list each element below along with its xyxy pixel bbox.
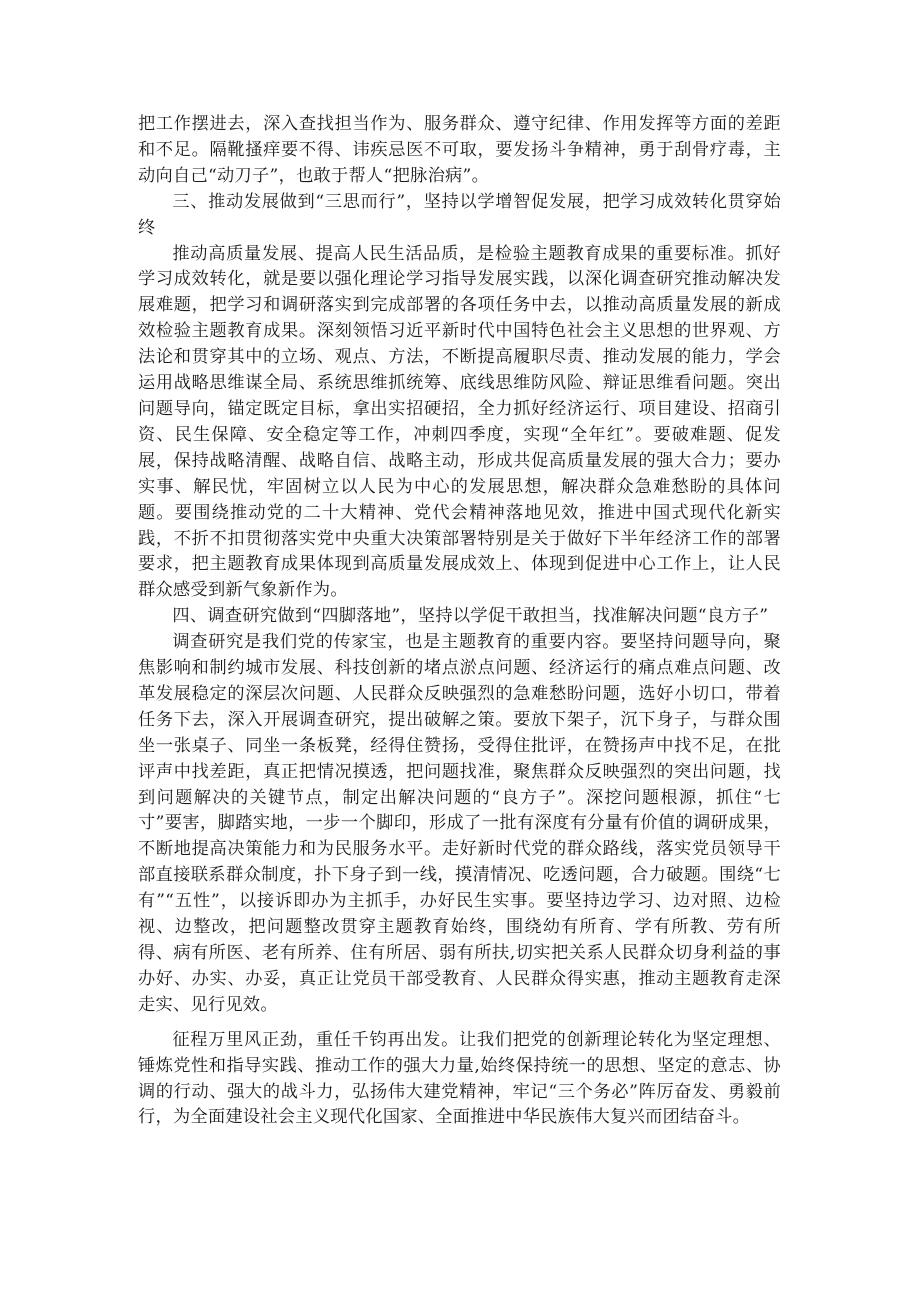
paragraph-section-4: 调查研究是我们党的传家宝，也是主题教育的重要内容。要坚持问题导向，聚焦影响和制约城市发展、科技创新的堵点淤点问题、经济运行的痛点难点问题、改革发展稳定的深层次问题、人民群众反映强烈的急难愁盼问题，选好小切口，带着任务下去，深入开展调查研究，提出破解之策。要放下架子，沉下身子，与群众围坐一张桌子、同坐一条板凳，经得住赞扬，受得住批评，在赞扬声中找不足，在批评声中找差距，真正把情况摸透，把问题找准，聚焦群众反映强烈的突出问题，找到问题解决的关键节点，制定出解决问题的“良方子”。深挖问题根源，抓住“七寸”要害，脚踏实地，一步一个脚印，形成了一批有深度有分量有价值的调研成果，不断地提高决策能力和为民服务水平。走好新时代党的群众路线，落实党员领导干部直接联系群众制度，扑下身子到一线，摸清情况、吃透问题，合力破题。围绕“七有”“五性”，以接诉即办为主抓手，办好民生实事。要坚持边学习、边对照、边检视、边整改，把问题整改贯穿主题教育始终，围绕幼有所育、学有所教、劳有所得、病有所医、老有所养、住有所居、弱有所扶,切实把关系人民群众切身利益的事办好、办实、办妥，真正让党员干部受教育、人民群众得实惠，推动主题教育走深走实、见行见效。 — [138, 632, 781, 1015]
paragraph-continued: 把工作摆进去，深入查找担当作为、服务群众、遵守纪律、作用发挥等方面的差距和不足。隔靴搔痒要不得、讳疾忌医不可取，要发扬斗争精神，勇于刮骨疗毒，主动向自己“动刀子”，也敢于帮人“把脉治病”。 — [138, 114, 781, 186]
section-heading-3: 三、推动发展做到“三思而行”，坚持以学增智促发展，把学习成效转化贯穿始终 — [138, 191, 781, 238]
paragraph-section-3: 推动高质量发展、提高人民生活品质，是检验主题教育成果的重要标准。抓好学习成效转化，就是要以强化理论学习指导发展实践，以深化调查研究推动解决发展难题，把学习和调研落实到完成部署的各项任务中去，以推动高质量发展的新成效检验主题教育成果。深刻领悟习近平新时代中国特色社会主义思想的世界观、方法论和贯穿其中的立场、观点、方法，不断提高履职尽责、推动发展的能力，学会运用战略思维谋全局、系统思维抓统筹、底线思维防风险、辩证思维看问题。突出问题导向，锚定既定目标，拿出实招硬招，全力抓好经济运行、项目建设、招商引资、民生保障、安全稳定等工作，冲刺四季度，实现“全年红”。要破难题、促发展，保持战略清醒、战略自信、战略主动，形成共促高质量发展的强大合力；要办实事、解民忧，牢固树立以人民为中心的发展思想，解决群众急难愁盼的具体问题。要围绕推动党的二十大精神、党代会精神落地见效，推进中国式现代化新实践，不折不扣贯彻落实党中央重大决策部署特别是关于做好下半年经济工作的部署要求，把主题教育成果体现到高质量发展成效上、体现到促进中心工作上，让人民群众感受到新气象新作为。 — [138, 243, 781, 601]
paragraph-conclusion: 征程万里风正劲，重任千钧再出发。让我们把党的创新理论转化为坚定理想、锤炼党性和指导实践、推动工作的强大力量,始终保持统一的思想、坚定的意志、协调的行动、强大的战斗力，弘扬伟大建党精神，牢记“三个务必”阵厉奋发、勇毅前行，为全面建设社会主义现代化国家、全面推进中华民族伟大复兴而团结奋斗。 — [138, 1029, 781, 1128]
section-heading-4: 四、调查研究做到“四脚落地”，坚持以学促干敢担当，找准解决问题“良方子” — [172, 606, 769, 627]
document-body — [138, 112, 781, 1131]
